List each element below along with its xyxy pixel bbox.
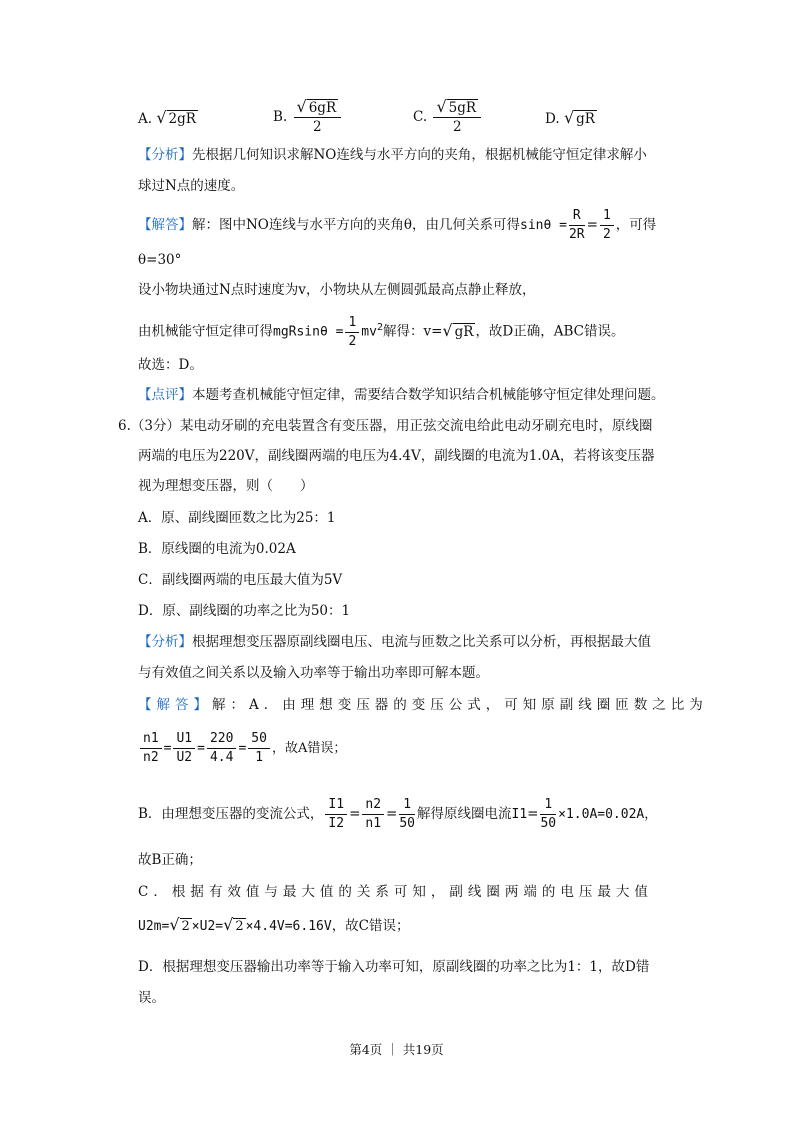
- sin-expression: sinθ =: [520, 218, 567, 233]
- denominator: 2: [452, 119, 462, 135]
- exponent: 2: [376, 322, 383, 333]
- comment-text: 本题考查机械能守恒定律，需要结合数学知识结合机械能够守恒定律处理问题。: [192, 387, 665, 403]
- analysis-text: 先根据几何知识求解NO连线与水平方向的夹角，根据机械能守恒定律求解小: [192, 147, 647, 163]
- denominator: 50: [399, 816, 416, 831]
- answer-text: θ=30°: [138, 252, 182, 268]
- fraction: [248, 730, 270, 767]
- numerator: 220: [207, 730, 236, 749]
- q5-answer-line1: [138, 205, 656, 246]
- answer-text: ，故C错误；: [331, 918, 410, 934]
- option-label: B.: [273, 109, 288, 125]
- numerator: 1: [345, 314, 359, 333]
- denominator: 1: [255, 750, 264, 765]
- q6-answer-d-line1: [138, 957, 649, 977]
- fraction: $\frac{√ 5gR}{2}$: [433, 98, 481, 136]
- option-b: [273, 98, 343, 136]
- fraction: [569, 207, 585, 244]
- q5-answer-line3: [138, 280, 535, 300]
- answer-text: 设小物块通过N点时速度为v，小物块从左侧圆弧最高点静止释放，: [138, 282, 536, 298]
- answer-tag: 【解答】: [138, 217, 192, 233]
- denominator: 50: [540, 816, 557, 831]
- option-text: A．原、副线圈匝数之比为25：1: [138, 510, 336, 526]
- q6-answer-c-line1: [138, 882, 653, 902]
- answer-text: 误。: [138, 990, 165, 1006]
- answer-text: B．由理想变压器的变流公式，: [138, 806, 324, 822]
- voltage-expression: U2m=: [138, 919, 170, 934]
- mv-expression: mv: [361, 324, 377, 340]
- fraction: [207, 730, 236, 767]
- numerator: n1: [140, 730, 162, 749]
- answer-text: 故选：D。: [138, 357, 203, 373]
- energy-expression: mgRsinθ =: [273, 324, 344, 340]
- q6-stem-line2: [138, 446, 654, 466]
- answer-text: D．根据理想变压器输出功率等于输入功率可知，原副线圈的功率之比为1：1，故D错: [138, 959, 650, 975]
- sqrt-expression: √ 2gR: [156, 108, 196, 127]
- analysis-text: 球过N点的速度。: [138, 178, 245, 194]
- q6-option-a: [138, 508, 336, 528]
- denominator: 2: [313, 119, 322, 135]
- option-text: B．原线圈的电流为0.02A: [138, 541, 296, 557]
- numerator: 1: [399, 796, 415, 815]
- q5-answer-line2: [138, 250, 181, 270]
- radicand: 2: [181, 919, 190, 934]
- answer-text: C．根据有效值与最大值的关系可知，副线圈两端的电压最大值: [138, 884, 653, 900]
- q6-stem-line1: [118, 416, 652, 436]
- numerator: I1: [325, 796, 347, 815]
- option-a: [138, 108, 198, 129]
- analysis-tag: 【分析】: [138, 147, 192, 163]
- option-label: A.: [138, 111, 153, 127]
- current-symbol: I1: [511, 807, 528, 822]
- numerator: 50: [248, 730, 270, 749]
- numerator: 1: [540, 796, 556, 815]
- fraction: $\frac{√ 6gR}{2}$: [294, 98, 342, 136]
- answer-text: ，故D正确，ABC错误。: [475, 323, 625, 340]
- radicand: 6gR: [308, 100, 337, 116]
- stem-text: （3分）某电动牙刷的充电装置含有变压器，用正弦交流电给此电动牙刷充电时，原线圈: [130, 418, 653, 434]
- denominator: n1: [365, 816, 382, 831]
- q5-comment: [138, 385, 665, 405]
- denominator: n2: [143, 750, 159, 765]
- denominator: 2: [348, 333, 357, 349]
- q6-answer-c-line2: [138, 915, 410, 937]
- answer-text: 解：A．由理想变压器的变压公式，可知原副线圈匝数之比为: [212, 697, 708, 713]
- page-footer: 第4页 ｜ 共19页: [349, 1042, 444, 1057]
- denominator: I2: [328, 816, 345, 831]
- fraction: [173, 730, 195, 767]
- answer-text: 解：图中NO连线与水平方向的夹角θ，由几何关系可得: [192, 217, 521, 233]
- option-d: [545, 108, 597, 129]
- q5-answer-line4: [138, 308, 625, 353]
- q6-analysis-line2: [138, 663, 489, 683]
- equals: =: [586, 217, 598, 233]
- option-text: D．原、副线圈的功率之比为50：1: [138, 603, 351, 619]
- analysis-text: 根据理想变压器原副线圈电压、电流与匝数之比关系可以分析，再根据最大值: [192, 634, 651, 650]
- option-text: C．副线圈两端的电压最大值为5V: [138, 572, 343, 588]
- q5-answer-line5: [138, 355, 203, 375]
- q6-answer-b-line1: B．由理想变压器的变流公式， $\frac{I1}{I2}$ = $\frac{n2}{n1}$ = $\frac{1}{50}$ 解得原线圈电流I1= $\frac{1}{50}$ ×1.0A=0.02A，: [138, 797, 658, 831]
- numerator: R: [569, 207, 585, 226]
- denominator: U2: [176, 750, 193, 765]
- fraction: [140, 730, 162, 767]
- sqrt-expression: √ gR: [442, 320, 474, 340]
- answer-text: 由机械能守恒定律可得: [138, 323, 273, 340]
- answer-text: ，故A错误；: [271, 741, 347, 756]
- q6-option-b: [138, 539, 296, 559]
- stem-text: 视为理想变压器，则（ ）: [138, 478, 314, 494]
- denominator: 2R: [568, 227, 585, 242]
- fraction: [399, 796, 415, 833]
- q6-answer-a-line1: [138, 695, 708, 715]
- q6-answer-b-line2: [138, 850, 202, 870]
- fraction: [345, 314, 359, 351]
- answer-tag: 【解答】: [138, 697, 212, 713]
- analysis-text: 与有效值之间关系以及输入功率等于输出功率即可解本题。: [138, 665, 489, 681]
- q6-option-d: [138, 601, 350, 621]
- q5-analysis-line1: [138, 145, 647, 165]
- answer-text: 解得原线圈电流: [417, 806, 512, 822]
- result-expression: ×1.0A=0.02A，: [558, 807, 658, 822]
- answer-text: 故B正确；: [138, 852, 202, 868]
- denominator: 4.4: [209, 750, 234, 765]
- analysis-tag: 【分析】: [138, 634, 192, 650]
- voltage-expression: ×U2=: [191, 919, 224, 934]
- fraction: [600, 207, 614, 244]
- numerator: U1: [173, 730, 195, 749]
- question-number: 6.: [118, 418, 131, 434]
- q6-stem-line3: [138, 476, 314, 496]
- q6-answer-a-line2: $\frac{n1}{n2}$ = $\frac{U1}{U2}$ = $\frac{220}{4.4}$ = $\frac{50}{1}$ ，故A错误；: [138, 727, 346, 771]
- numerator: 1: [600, 207, 614, 226]
- q6-analysis-line1: [138, 632, 651, 652]
- answer-text: 解得：v=: [382, 323, 443, 340]
- radicand: 5gR: [448, 100, 477, 116]
- q5-analysis-line2: [138, 176, 244, 196]
- numerator: n2: [362, 796, 384, 815]
- option-label: D.: [545, 111, 560, 127]
- voltage-expression: ×4.4V=6.16V: [245, 919, 332, 934]
- sqrt-expression: √ 2: [169, 915, 190, 934]
- radicand: gR: [576, 111, 595, 127]
- radicand: 2: [235, 919, 244, 934]
- option-c: [413, 98, 483, 136]
- sqrt-expression: √ 2: [223, 915, 244, 934]
- radicand: gR: [454, 323, 474, 340]
- q6-option-c: [138, 570, 342, 590]
- option-label: C.: [413, 109, 428, 125]
- answer-text: ，可得: [615, 217, 657, 233]
- fraction: [325, 796, 347, 833]
- stem-text: 两端的电压为220V，副线圈两端的电压为4.4V，副线圈的电流为1.0A，若将该变压器: [138, 448, 655, 464]
- denominator: 2: [602, 227, 611, 242]
- radicand: 2gR: [168, 111, 196, 127]
- comment-tag: 【点评】: [138, 387, 192, 403]
- q6-answer-d-line2: [138, 988, 165, 1008]
- fraction: [362, 796, 384, 833]
- sqrt-expression: √ gR: [563, 108, 595, 127]
- fraction: [540, 796, 556, 833]
